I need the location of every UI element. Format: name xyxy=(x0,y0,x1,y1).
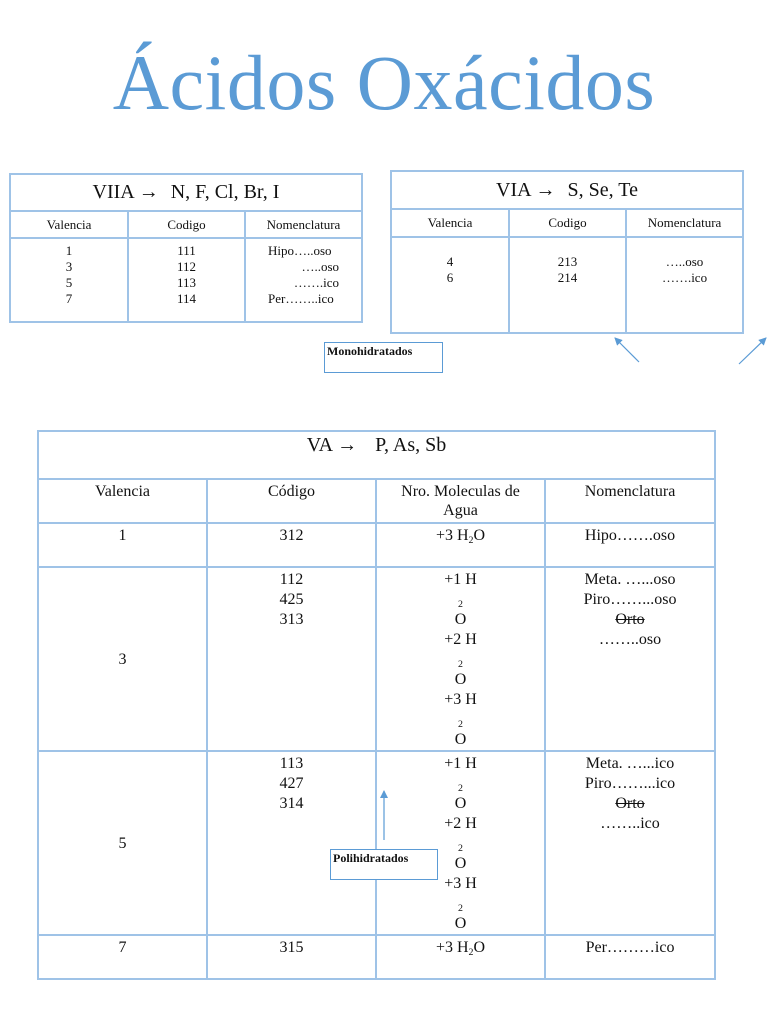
valencia-value: 5 xyxy=(65,275,73,290)
nomenclatura-value: Piro……...oso xyxy=(583,591,677,608)
agua-value: +1 H $_2$ O xyxy=(444,755,477,812)
codigo-value: 314 xyxy=(279,795,304,812)
table-viia xyxy=(9,173,363,323)
arrow-to-viia-icon xyxy=(615,338,639,362)
nomenclatura-cell xyxy=(626,237,743,333)
valencia-cell: 1 xyxy=(38,523,207,567)
nomenclatura-cell xyxy=(545,751,715,935)
column-header-nomenclatura: Nomenclatura xyxy=(545,479,715,523)
table-row xyxy=(38,567,715,751)
codigo-cell xyxy=(207,567,376,751)
group-name: VIA xyxy=(496,178,532,201)
codigo-cell xyxy=(207,751,376,935)
table-via-header xyxy=(391,171,743,209)
codigo-cell xyxy=(128,238,245,322)
nomenclatura-value: Piro……...ico xyxy=(584,775,676,792)
label-polihidratados: Polihidratados xyxy=(330,849,438,880)
group-elements: S, Se, Te xyxy=(567,178,639,201)
column-header-codigo: Código xyxy=(207,479,376,523)
nomenclatura-value: Orto ……..oso xyxy=(598,611,662,648)
column-header-nomenclatura: Nomenclatura xyxy=(245,211,362,238)
valencia-value: 3 xyxy=(65,259,73,274)
agua-value: +3 $H_2O$ xyxy=(376,523,545,567)
nomenclatura-value: Meta. …...ico xyxy=(585,755,675,772)
agua-value: +3 H $_2$ O xyxy=(444,691,477,748)
agua-cell xyxy=(376,567,545,751)
arrow-right-icon: → xyxy=(138,181,159,203)
agua-value: +2 H $_2$ O xyxy=(444,631,477,688)
codigo-value: 112 xyxy=(279,571,304,588)
agua-value: +3 H $_2$ O xyxy=(444,875,477,932)
agua-value: +3 $H_2O$ xyxy=(376,935,545,979)
valencia-value: 6 xyxy=(446,270,454,285)
column-header-nomenclatura: Nomenclatura xyxy=(626,209,743,237)
table-viia-header xyxy=(10,174,362,211)
nomenclatura-value: …..oso xyxy=(301,259,339,274)
table-row xyxy=(38,523,715,567)
codigo-value: 427 xyxy=(279,775,304,792)
agua-value: +2 H $_2$ O xyxy=(444,815,477,872)
codigo-value: 315 xyxy=(207,935,376,979)
nomenclatura-cell xyxy=(545,567,715,751)
valencia-value: 4 xyxy=(446,254,454,269)
codigo-value: 113 xyxy=(279,755,304,772)
table-row xyxy=(38,935,715,979)
nomenclatura-value: …..oso xyxy=(665,254,704,269)
group-elements: P, As, Sb xyxy=(375,434,447,456)
codigo-value: 312 xyxy=(207,523,376,567)
valencia-cell xyxy=(391,237,509,333)
arrow-right-icon: → xyxy=(535,178,556,201)
nomenclatura-value: Orto ……..ico xyxy=(600,795,660,832)
codigo-value: 213 xyxy=(557,254,578,269)
group-name: VA xyxy=(306,434,334,456)
nomenclatura-value: …….ico xyxy=(293,275,339,290)
column-header-agua: Nro. Moleculas de Agua xyxy=(376,479,545,523)
column-header-valencia: Valencia xyxy=(10,211,128,238)
valencia-cell: 7 xyxy=(38,935,207,979)
nomenclatura-value: Meta. …...oso xyxy=(584,571,676,588)
valencia-cell: 5 xyxy=(38,751,207,935)
codigo-value: 114 xyxy=(176,291,197,306)
codigo-value: 425 xyxy=(279,591,304,608)
valencia-value: 1 xyxy=(65,243,73,258)
group-elements: N, F, Cl, Br, I xyxy=(170,181,280,203)
nomenclatura-value: Per………ico xyxy=(545,935,715,979)
nomenclatura-value: …….ico xyxy=(661,270,708,285)
table-va-header xyxy=(38,431,715,479)
codigo-value: 113 xyxy=(176,275,197,290)
valencia-cell: 3 xyxy=(38,567,207,751)
arrow-to-via-icon xyxy=(739,338,766,364)
valencia-cell xyxy=(10,238,128,322)
arrow-right-icon: → xyxy=(337,434,358,456)
nomenclatura-value: Per……..ico xyxy=(268,291,334,306)
column-header-codigo: Codigo xyxy=(128,211,245,238)
nomenclatura-value: Hipo…..oso xyxy=(268,243,332,258)
codigo-value: 214 xyxy=(557,270,578,285)
agua-value: +1 H $_2$ O xyxy=(444,571,477,628)
group-name: VIIA xyxy=(92,181,135,203)
column-header-valencia: Valencia xyxy=(38,479,207,523)
codigo-value: 111 xyxy=(177,243,196,258)
page-title: Ácidos Oxácidos xyxy=(112,39,656,126)
table-va xyxy=(37,430,716,980)
nomenclatura-cell xyxy=(245,238,362,322)
label-monohidratados: Monohidratados xyxy=(324,342,443,373)
codigo-value: 313 xyxy=(279,611,304,628)
column-header-valencia: Valencia xyxy=(391,209,509,237)
agua-cell xyxy=(376,751,545,935)
codigo-value: 112 xyxy=(176,259,197,274)
column-header-codigo: Codigo xyxy=(509,209,626,237)
codigo-cell xyxy=(509,237,626,333)
table-row xyxy=(38,751,715,935)
nomenclatura-value: Hipo…….oso xyxy=(545,523,715,567)
table-via xyxy=(390,170,744,334)
valencia-value: 7 xyxy=(65,291,73,306)
